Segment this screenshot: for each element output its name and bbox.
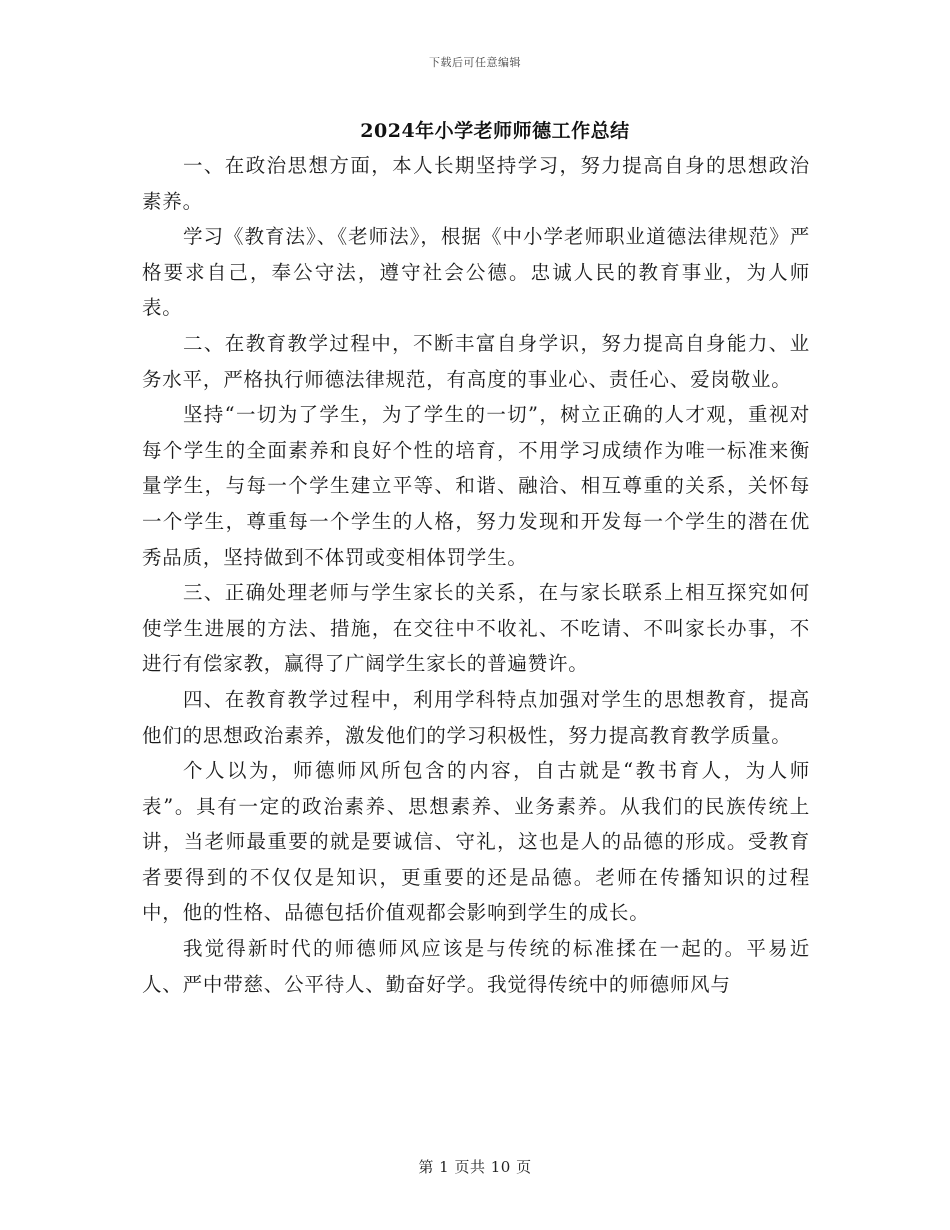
document-title: 2024年小学老师师德工作总结 <box>360 120 630 142</box>
paragraph: 我觉得新时代的师德师风应该是与传统的标准揉在一起的。平易近人、严中带慈、公平待人、勤奋好学。我觉得传统中的师德师风与 <box>142 937 810 996</box>
paragraph: 一、在政治思想方面，本人长期坚持学习，努力提高自身的思想政治素养。 <box>142 154 810 213</box>
paragraph: 四、在教育教学过程中，利用学科特点加强对学生的思想教育，提高他们的思想政治素养，激发他们的学习积极性，努力提高教育教学质量。 <box>142 687 810 747</box>
document-body <box>142 148 810 1002</box>
paragraph: 个人以为，师德师风所包含的内容，自古就是“教书育人，为人师表”。具有一定的政治素养、思想素养、业务素养。从我们的民族传统上讲，当老师最重要的就是要诚信、守礼，这也是人的品德的形成。受教育者要得到的不仅仅是知识，更重要的还是品德。老师在传播知识的过程中，他的性格、品德包括价值观都会影响到学生的成长。 <box>142 759 810 925</box>
page-number: 第 1 页共 10 页 <box>418 1158 532 1176</box>
header-note: 下载后可任意编辑 <box>429 56 521 69</box>
paragraph: 学习《教育法》、《老师法》，根据《中小学老师职业道德法律规范》严格要求自己，奉公守法，遵守社会公德。忠诚人民的教育事业，为人师表。 <box>142 225 810 320</box>
paragraph: 二、在教育教学过程中，不断丰富自身学识，努力提高自身能力、业务水平，严格执行师德法律规范，有高度的事业心、责任心、爱岗敬业。 <box>142 331 810 391</box>
paragraph: 坚持“一切为了学生，为了学生的一切”，树立正确的人才观，重视对每个学生的全面素养和良好个性的培育，不用学习成绩作为唯一标准来衡量学生，与每一个学生建立平等、和谐、融洽、相互尊重的关系，关怀每一个学生，尊重每一个学生的人格，努力发现和开发每一个学生的潜在优秀品质，坚持做到不体罚或变相体罚学生。 <box>142 403 810 569</box>
paragraph: 三、正确处理老师与学生家长的关系，在与家长联系上相互探究如何使学生进展的方法、措施，在交往中不收礼、不吃请、不叫家长办事，不进行有偿家教，赢得了广阔学生家长的普遍赞许。 <box>142 581 810 676</box>
